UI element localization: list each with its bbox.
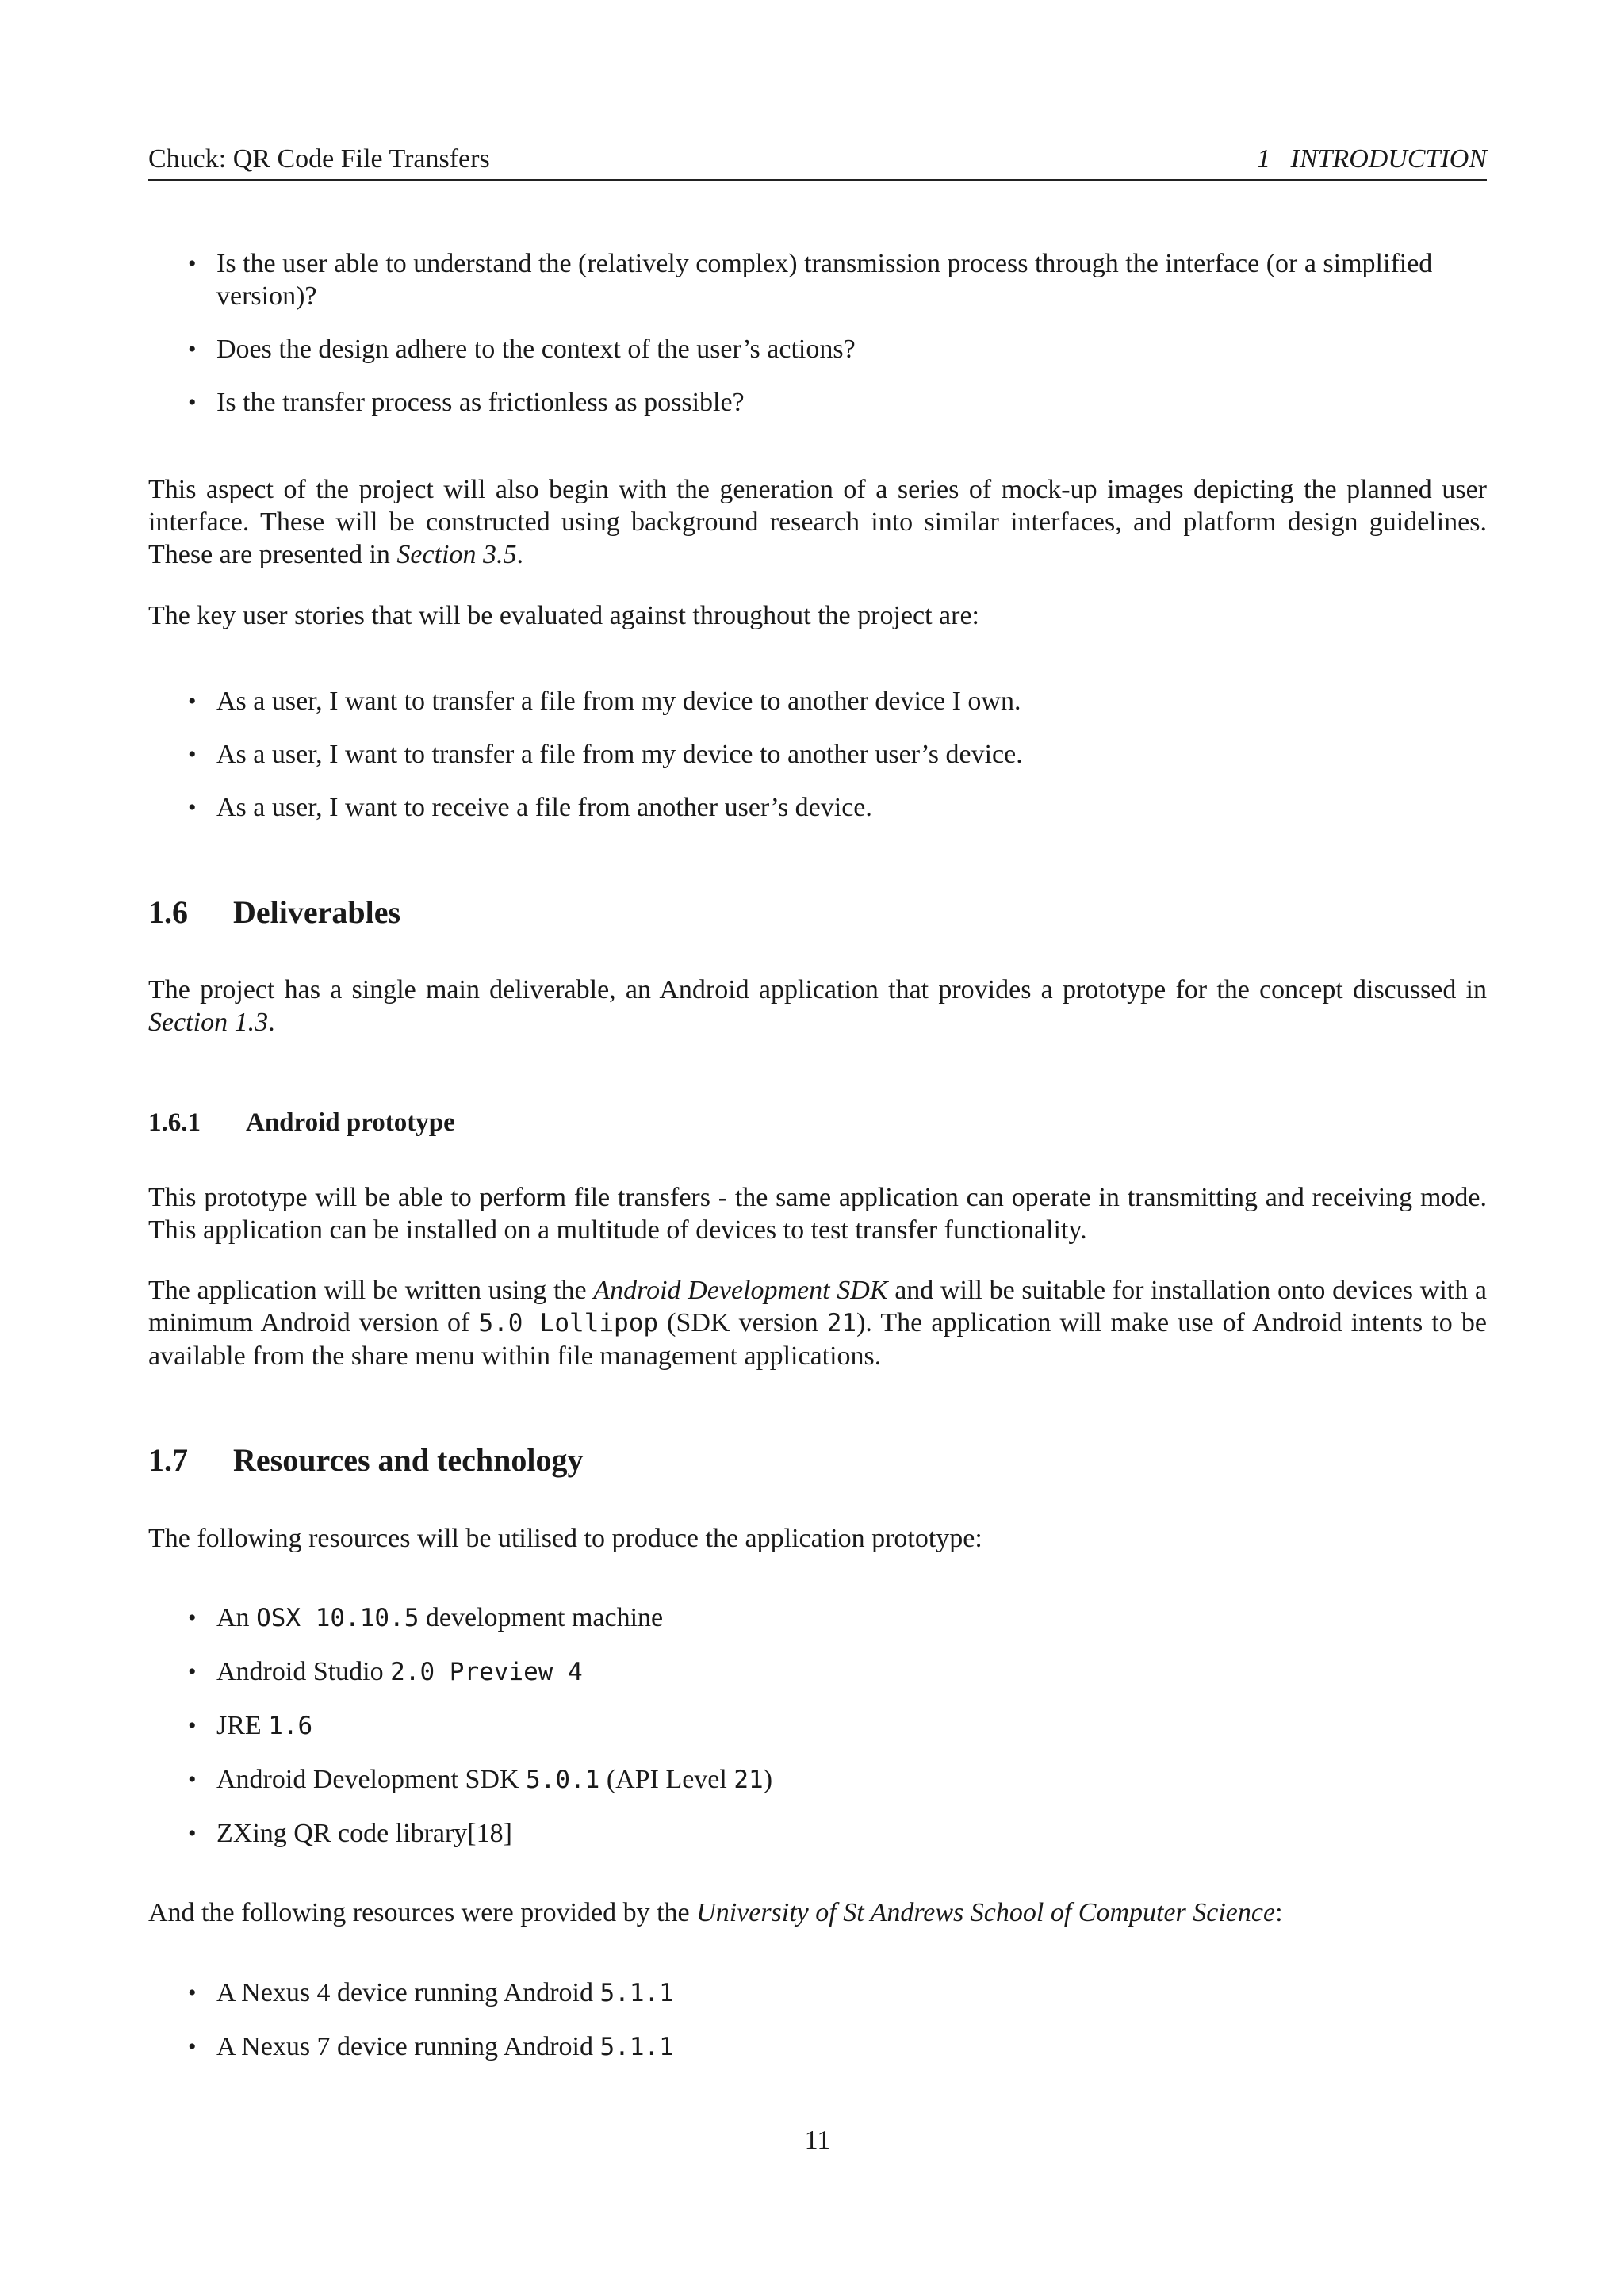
bullet-icon: • (188, 2034, 197, 2060)
header-section: 1 INTRODUCTION (1257, 144, 1487, 174)
bullet-icon: • (188, 1659, 197, 1685)
list-item: • JRE 1.6 (188, 1711, 313, 1740)
bullet-icon: • (188, 389, 197, 415)
paragraph-user-stories-intro: The key user stories that will be evaluated against throughout the project are: (148, 601, 979, 630)
list-item: • As a user, I want to transfer a file from my device to another device I own. (188, 687, 1021, 716)
subsection-heading-android-prototype: 1.6.1 Android prototype (148, 1108, 455, 1137)
list-item: • ZXing QR code library[18] (188, 1819, 512, 1848)
bullet-icon: • (188, 251, 197, 277)
sdk-name: Android Development SDK (593, 1276, 888, 1305)
sdk-version: 21 (826, 1309, 857, 1337)
paragraph-provided-resources: And the following resources were provided by the University of St Andrews School of Computer Science: (148, 1898, 1283, 1927)
list-item: • Does the design adhere to the context of the user’s actions? (188, 335, 856, 364)
bullet-icon: • (188, 794, 197, 821)
bullet-icon: • (188, 1766, 197, 1793)
paragraph-prototype: This prototype will be able to perform file transfers - the same application can operate in transmitting and receiving mode. This application can be installed on a multitude of devices to test transfer functionality. (148, 1183, 1487, 1245)
list-item: • Is the transfer process as frictionless as possible? (188, 388, 745, 417)
organization-name: University of St Andrews School of Computer Science (696, 1898, 1276, 1927)
devices-list (148, 1976, 1487, 2064)
bullet-icon: • (188, 1605, 197, 1631)
list-item: • Is the user able to understand the (relatively complex) transmission process through the interface (or a simplified version)? (188, 249, 1433, 311)
evaluation-questions-list (148, 247, 1487, 419)
section-heading-deliverables: 1.6 Deliverables (148, 894, 401, 930)
bullet-icon: • (188, 741, 197, 767)
resources-list (148, 1601, 1487, 1850)
bullet-icon: • (188, 1820, 197, 1846)
paragraph-resources-intro: The following resources will be utilised to produce the application prototype: (148, 1524, 982, 1553)
paragraph-mockups: This aspect of the project will also begin with the generation of a series of mock-up images depicting the planned user interface. These will be constructed using background research into similar interfaces, and platform design guidelines. These are presented in Section 3.5. (148, 475, 1487, 569)
list-item: • An OSX 10.10.5 development machine (188, 1603, 664, 1632)
bullet-icon: • (188, 336, 197, 362)
section-heading-resources: 1.7 Resources and technology (148, 1442, 584, 1478)
list-item: • As a user, I want to receive a file from another user’s device. (188, 793, 872, 822)
list-item: • A Nexus 7 device running Android 5.1.1 (188, 2032, 674, 2061)
section-reference: Section 3.5 (396, 540, 517, 569)
page-number: 11 (804, 2126, 831, 2155)
running-header (148, 140, 1487, 181)
section-reference: Section 1.3 (148, 1008, 269, 1037)
list-item: • As a user, I want to transfer a file from my device to another user’s device. (188, 740, 1023, 769)
list-item: • Android Studio 2.0 Preview 4 (188, 1657, 583, 1686)
header-title: Chuck: QR Code File Transfers (148, 144, 490, 174)
user-stories-list (148, 685, 1487, 824)
bullet-icon: • (188, 1980, 197, 2006)
bullet-icon: • (188, 1712, 197, 1739)
list-item: • A Nexus 4 device running Android 5.1.1 (188, 1978, 674, 2007)
document-page (148, 0, 1487, 2296)
bullet-icon: • (188, 688, 197, 714)
paragraph-sdk: The application will be written using the Android Development SDK and will be suitable for installation onto devices with a minimum Android version of 5.0 Lollipop (SDK version 21). The application will make use of Android intents to be available from the share menu within file management applications. (148, 1276, 1488, 1371)
paragraph-deliverables: The project has a single main deliverable, an Android application that provides a prototype for the concept discussed in Section 1.3. (148, 975, 1487, 1037)
list-item: • Android Development SDK 5.0.1 (API Level 21) (188, 1765, 773, 1794)
android-version: 5.0 Lollipop (478, 1309, 659, 1337)
